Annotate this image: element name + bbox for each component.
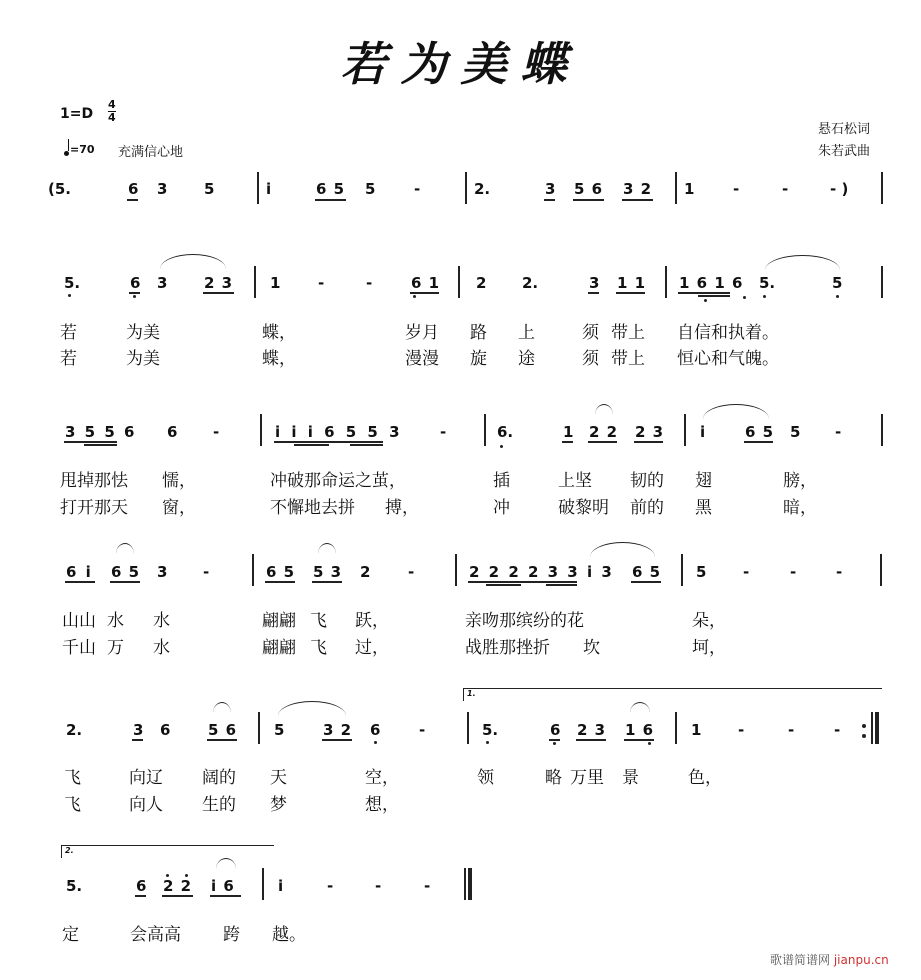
note: 6 (370, 721, 381, 739)
underline (410, 292, 439, 294)
barline (675, 172, 677, 204)
lyric: 若 (60, 349, 77, 369)
barline (258, 712, 260, 744)
lyric: 为美 (126, 323, 160, 343)
lyric: 会高高 (130, 925, 181, 945)
low-octave-dot (374, 741, 377, 744)
lyric: 恒心和气魄。 (677, 349, 779, 369)
barline (257, 172, 259, 204)
underline (312, 581, 342, 583)
note: i (266, 180, 272, 198)
note: 6 (160, 721, 171, 739)
underline (207, 739, 237, 741)
note: 2 2 (163, 877, 193, 895)
lyric: 向人 (129, 795, 163, 815)
key-signature: 1=D (60, 106, 94, 122)
lyric: 上坚 (558, 471, 592, 491)
note: (5. (48, 180, 71, 198)
note: 1 (270, 274, 281, 292)
note: 3 2 (323, 721, 353, 739)
note: i (700, 423, 706, 441)
dash: - (835, 423, 842, 441)
barline (465, 172, 467, 204)
dash: - (414, 180, 421, 198)
note: 1 (691, 721, 702, 739)
note: i 6 (211, 877, 235, 895)
lyric: 上 (518, 323, 535, 343)
lyric: 略 (545, 768, 562, 788)
note: 2 (476, 274, 487, 292)
dash: - (327, 877, 334, 895)
note: 1 (684, 180, 695, 198)
lyric: 阔的 (202, 768, 236, 788)
lyric: 途 (518, 349, 535, 369)
underline (468, 581, 577, 583)
underline (573, 199, 604, 201)
note: 6 (130, 274, 141, 292)
second-ending-bracket (61, 845, 274, 858)
tie (630, 702, 650, 713)
note: 6 1 (411, 274, 441, 292)
lyric: 亲吻那缤纷的花 (465, 611, 584, 631)
note: 3 2 (623, 180, 653, 198)
note: 6 5 (316, 180, 346, 198)
note: 3 5 5 6 (65, 423, 137, 441)
note: 2 2 2 2 3 3 i 3 (469, 563, 614, 581)
double-underline (486, 584, 521, 586)
low-octave-dot (133, 295, 136, 298)
time-signature (108, 99, 116, 124)
barline (260, 414, 262, 446)
barline (881, 266, 883, 298)
tie (318, 543, 336, 554)
dash: - (782, 180, 789, 198)
lyric: 过， (355, 638, 389, 658)
note: 2 3 (635, 423, 665, 441)
lyric: 生的 (202, 795, 236, 815)
dash: - (408, 563, 415, 581)
lyric: 坷， (692, 638, 726, 658)
underline (744, 441, 773, 443)
note: 6 i (66, 563, 93, 581)
quarter-note-icon (64, 151, 69, 156)
slur (160, 254, 226, 269)
low-octave-dot (836, 295, 839, 298)
barline (254, 266, 256, 298)
dash: - (375, 877, 382, 895)
note: 6 (167, 423, 178, 441)
dash: - (213, 423, 220, 441)
underline (622, 199, 653, 201)
note: 5 (790, 423, 801, 441)
lyric: 山山 (62, 611, 96, 631)
lyric: 冲 (493, 498, 510, 518)
dash: - (790, 563, 797, 581)
lyric: 跃， (355, 611, 389, 631)
lyric: 向辽 (129, 768, 163, 788)
low-octave-dot (648, 742, 651, 745)
lyric: 膀， (783, 471, 817, 491)
barline (684, 414, 686, 446)
lyric: 插 (493, 471, 510, 491)
note: 5 6 (574, 180, 604, 198)
low-octave-dot (743, 296, 746, 299)
lyric: 万 (107, 638, 124, 658)
repeat-dot (862, 724, 866, 728)
lyric: 想， (365, 795, 399, 815)
lyric: 带上 (611, 323, 645, 343)
underline (65, 581, 95, 583)
underline (64, 441, 117, 443)
lyric: 水 (107, 611, 124, 631)
underline (576, 739, 606, 741)
barline (252, 554, 254, 586)
low-octave-dot (553, 742, 556, 745)
note: 1 (563, 423, 574, 441)
note: 6 5 (632, 563, 662, 581)
underline (315, 199, 346, 201)
underline (544, 199, 555, 201)
tempo-mark (64, 141, 95, 156)
lyric: 旋 (470, 349, 487, 369)
lyric: 前的 (630, 498, 664, 518)
lyric: 搏， (385, 498, 419, 518)
note: 3 (157, 563, 168, 581)
lyric: 翩翩 (262, 611, 296, 631)
barline (262, 868, 264, 900)
underline (624, 739, 654, 741)
volta-label: 2. (65, 846, 74, 855)
underline (562, 441, 573, 443)
barline (681, 554, 683, 586)
lyric: 飞 (310, 638, 327, 658)
note: 5. (66, 877, 83, 895)
lyric: 打开那天 (60, 498, 128, 518)
dash: - (743, 563, 750, 581)
note: 5. (482, 721, 499, 739)
underline (274, 441, 383, 443)
lyric: 不懈地去拼 (270, 498, 355, 518)
barline (881, 414, 883, 446)
barline (881, 172, 883, 204)
underline (549, 739, 560, 741)
lyric: 色， (688, 768, 722, 788)
dash: - (738, 721, 745, 739)
note: 1 6 (625, 721, 655, 739)
tie (116, 543, 134, 554)
low-octave-dot (413, 295, 416, 298)
double-underline (84, 444, 117, 446)
lyric: 破黎明 (558, 498, 609, 518)
tie (216, 858, 236, 869)
lyric: 懦， (162, 471, 196, 491)
dash: - ) (830, 180, 849, 198)
tie (595, 404, 613, 415)
note: 2. (66, 721, 83, 739)
underline (631, 581, 661, 583)
low-octave-dot (704, 299, 707, 302)
lyric: 黑 (695, 498, 712, 518)
note: 6 (550, 721, 561, 739)
note: 6 5 (111, 563, 141, 581)
lyric: 为美 (126, 349, 160, 369)
note: 6 (136, 877, 147, 895)
lyric: 飞 (64, 768, 81, 788)
low-octave-dot (500, 445, 503, 448)
lyric: 领 (477, 768, 494, 788)
underline (210, 895, 241, 897)
lyric: 水 (153, 611, 170, 631)
note: 1 1 (617, 274, 647, 292)
lyric: 翩翩 (262, 638, 296, 658)
underline (129, 292, 140, 294)
lyric: 定 (62, 925, 79, 945)
lyric: 越。 (272, 925, 306, 945)
lyric: 跨 (223, 925, 240, 945)
note: 2 2 (589, 423, 619, 441)
lyric: 朵， (692, 611, 726, 631)
low-octave-dot (763, 295, 766, 298)
note: 5 (274, 721, 285, 739)
lyric: 漫漫 (405, 349, 439, 369)
barline (675, 712, 677, 744)
time-signature-top: 4 (108, 98, 116, 111)
underline (634, 441, 663, 443)
dash: - (203, 563, 210, 581)
underline (135, 895, 146, 897)
note: 3 (589, 274, 600, 292)
double-underline (350, 444, 383, 446)
barline (467, 712, 469, 744)
dash: - (834, 721, 841, 739)
underline (132, 739, 143, 741)
note: 1 6 1 6 (679, 274, 744, 292)
note: 2 (360, 563, 371, 581)
dash: - (733, 180, 740, 198)
low-octave-dot (68, 294, 71, 297)
lyric: 冲破那命运之茧， (270, 471, 406, 491)
high-octave-dot (185, 874, 188, 877)
lyric: 飞 (310, 611, 327, 631)
low-octave-dot (486, 741, 489, 744)
volta-label: 1. (467, 689, 476, 698)
dash: - (318, 274, 325, 292)
double-underline (294, 444, 329, 446)
repeat-dot (862, 734, 866, 738)
lyric: 坎 (583, 638, 600, 658)
barline (458, 266, 460, 298)
lyric: 水 (153, 638, 170, 658)
final-barline-thick (468, 868, 472, 900)
barline (880, 554, 882, 586)
lyric: 飞 (64, 795, 81, 815)
note: 3 (157, 274, 168, 292)
composer-credit: 朱若武曲 (818, 144, 871, 159)
note: 6 (128, 180, 139, 198)
note: 5 (365, 180, 376, 198)
song-title: 若为美蝶 (340, 37, 581, 91)
lyric: 千山 (62, 638, 96, 658)
note: 2 3 (204, 274, 234, 292)
underline (265, 581, 295, 583)
lyric: 路 (470, 323, 487, 343)
double-underline (698, 295, 730, 297)
note: 5 (204, 180, 215, 198)
slur (703, 404, 769, 419)
lyricist-credit: 悬石松词 (818, 122, 871, 137)
underline (127, 199, 138, 201)
lyric: 翅 (695, 471, 712, 491)
lyric: 韧的 (630, 471, 664, 491)
lyric: 梦 (270, 795, 287, 815)
lyric: 须 (582, 349, 599, 369)
time-signature-bottom: 4 (108, 111, 116, 124)
note: 3 (545, 180, 556, 198)
slur (590, 542, 655, 557)
double-underline (546, 584, 577, 586)
lyric: 须 (582, 323, 599, 343)
lyric: 窗， (162, 498, 196, 518)
note: 6. (497, 423, 514, 441)
note: 2. (522, 274, 539, 292)
final-barline-thin (464, 868, 466, 900)
high-octave-dot (166, 874, 169, 877)
barline (455, 554, 457, 586)
note: 3 (133, 721, 144, 739)
lyric: 战胜那挫折 (465, 638, 550, 658)
underline (110, 581, 140, 583)
note-stem (68, 139, 69, 151)
note: i i i 6 5 5 3 (275, 423, 403, 441)
note: 6 5 (745, 423, 775, 441)
repeat-barline-thick (875, 712, 879, 744)
note: 5 6 (208, 721, 238, 739)
note: 5. (759, 274, 776, 292)
underline (203, 292, 234, 294)
note: 5 3 (313, 563, 343, 581)
repeat-barline-thin (871, 712, 873, 744)
note: 5 (696, 563, 707, 581)
note: 2. (474, 180, 491, 198)
watermark (770, 951, 889, 968)
slur (278, 701, 346, 716)
underline (322, 739, 352, 741)
watermark-cn: 歌谱简谱网 (770, 953, 831, 967)
lyric: 空， (365, 768, 399, 788)
slur (765, 255, 840, 270)
lyric: 若 (60, 323, 77, 343)
note: 5. (64, 274, 81, 292)
note: 5 (832, 274, 843, 292)
expression-mark: 充满信心地 (118, 145, 184, 160)
lyric: 自信和执着。 (677, 323, 779, 343)
lyric: 暗， (783, 498, 817, 518)
lyric: 甩掉那怯 (60, 471, 128, 491)
underline (162, 895, 193, 897)
barline (484, 414, 486, 446)
lyric: 万里 (570, 768, 604, 788)
lyric: 天 (270, 768, 287, 788)
tie (213, 702, 231, 713)
underline (678, 292, 730, 294)
dash: - (788, 721, 795, 739)
dash: - (366, 274, 373, 292)
note: 2 3 (577, 721, 607, 739)
tempo-value: =70 (70, 143, 95, 156)
underline (588, 441, 617, 443)
dash: - (440, 423, 447, 441)
note: i (278, 877, 284, 895)
dash: - (836, 563, 843, 581)
lyric: 景 (622, 768, 639, 788)
watermark-en: jianpu.cn (833, 953, 889, 967)
lyric: 蝶， (262, 349, 296, 369)
first-ending-bracket (463, 688, 882, 701)
barline (665, 266, 667, 298)
dash: - (424, 877, 431, 895)
underline (616, 292, 645, 294)
underline (588, 292, 599, 294)
lyric: 岁月 (405, 323, 439, 343)
note: 3 (157, 180, 168, 198)
lyric: 蝶， (262, 323, 296, 343)
dash: - (419, 721, 426, 739)
lyric: 带上 (611, 349, 645, 369)
note: 6 5 (266, 563, 296, 581)
